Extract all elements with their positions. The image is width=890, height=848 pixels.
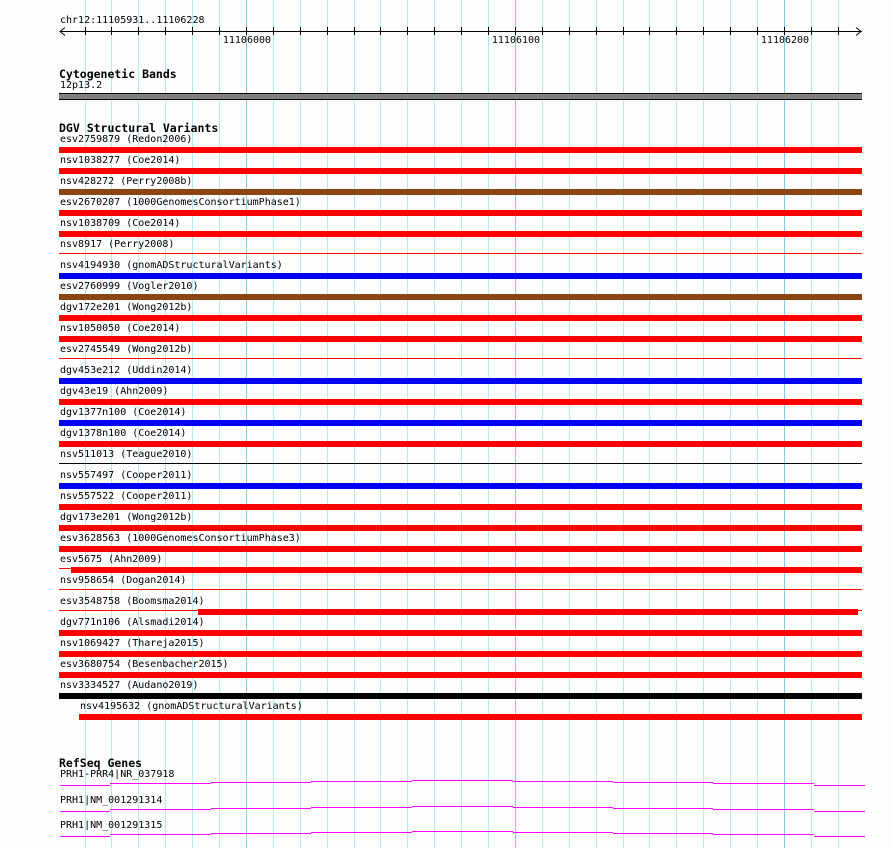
variant-label: nsv511013 (Teague2010) [60,449,193,460]
variant-extent-line [59,463,862,464]
arrow-left-icon [59,27,67,36]
variant-label: nsv4195632 (gnomADStructuralVariants) [80,701,303,712]
variant-bar [59,420,862,426]
variant-label: esv2745549 (Wong2012b) [60,344,193,355]
ruler-tick [811,27,812,35]
variant-extent-line [59,589,862,590]
variant-label: esv5675 (Ahn2009) [60,554,163,565]
ruler-tick [784,27,785,35]
arrow-right-icon [855,27,863,36]
variant-label: esv2670207 (1000GenomesConsortiumPhase1) [60,197,301,208]
cytoband-bar[interactable] [59,93,862,100]
ruler-tick [219,27,220,35]
variant-bar [59,336,862,342]
variant-label: dgv771n106 (Alsmadi2014) [60,617,205,628]
variant-bar [59,630,862,636]
cytoband-label: 12p13.2 [60,80,103,91]
ruler-tick [407,27,408,35]
variant-label: nsv1038709 (Coe2014) [60,218,181,229]
variant-label: nsv1050050 (Coe2014) [60,323,181,334]
ruler-tick [649,27,650,35]
ruler-tick [542,27,543,35]
gene-label: PRH1-PRR4|NR_037918 [60,769,175,780]
ruler-tick [434,27,435,35]
variant-label: dgv172e201 (Wong2012b) [60,302,193,313]
variant-label: nsv8917 (Perry2008) [60,239,175,250]
variant-label: dgv173e201 (Wong2012b) [60,512,193,523]
ruler-tick [461,27,462,35]
variant-bar [59,441,862,447]
variant-label: esv3548758 (Boomsma2014) [60,596,205,607]
ruler-tick [138,27,139,35]
variant-bar [198,609,858,615]
ruler-tick [300,27,301,35]
variant-label: dgv453e212 (Uddin2014) [60,365,193,376]
variant-bar [71,567,862,573]
gene-label: PRH1|NM_001291314 [60,794,163,806]
variant-label: esv2759879 (Redon2006) [60,134,193,145]
ruler-tick-label: 11106200 [760,35,810,46]
variant-label: nsv1069427 (Thareja2015) [60,638,205,649]
variant-label: esv3628563 (1000GenomesConsortiumPhase3) [60,533,301,544]
variant-label: nsv3334527 (Audano2019) [60,680,199,691]
ruler-tick-label: 11106000 [222,35,272,46]
refseq-track-title: RefSeq Genes [59,756,143,770]
ruler-tick [623,27,624,35]
variant-bar [59,168,862,174]
variant-bar [59,210,862,216]
variant-bar [59,672,862,678]
cytoband-track-title: Cytogenetic Bands [59,67,177,81]
gene-model [0,828,890,840]
ruler-tick [569,27,570,35]
ruler-tick [515,27,516,35]
ruler-tick [676,27,677,35]
ruler-tick [757,27,758,35]
variant-label: nsv557497 (Cooper2011) [60,470,193,481]
variant-label: esv3680754 (Besenbacher2015) [60,659,229,670]
variant-label: nsv428272 (Perry2008b) [60,176,193,187]
variant-bar [59,294,862,300]
ruler-tick-label: 11106100 [491,35,541,46]
variant-extent-line [59,358,862,359]
variant-label: nsv4194930 (gnomADStructuralVariants) [60,260,283,271]
variant-label: dgv1377n100 (Coe2014) [60,407,187,418]
variant-label: nsv557522 (Cooper2011) [60,491,193,502]
variant-label: dgv43e19 (Ahn2009) [60,386,169,397]
ruler-tick [354,27,355,35]
variant-extent-line [59,253,862,254]
variant-bar [59,483,862,489]
variant-bar [59,399,862,405]
variant-bar [59,378,862,384]
variant-bar [79,714,862,720]
ruler-tick [596,27,597,35]
dgv-track-title: DGV Structural Variants [59,121,219,135]
variant-label: nsv1038277 (Coe2014) [60,155,181,166]
ruler-tick [380,27,381,35]
variant-bar [59,693,862,699]
ruler-tick [85,27,86,35]
variant-bar [59,315,862,321]
gene-label: PRH1|NM_001291315 [60,820,163,831]
variant-bar [59,273,862,279]
ruler-tick [730,27,731,35]
variant-bar [59,147,862,153]
ruler-tick [838,27,839,35]
ruler-tick [111,27,112,35]
ruler-tick [192,27,193,35]
variant-label: esv2760999 (Vogler2010) [60,281,199,292]
ruler-tick [327,27,328,35]
variant-label: nsv958654 (Dogan2014) [60,575,187,586]
ruler-tick [246,27,247,35]
gene-model [0,777,890,789]
ruler-tick [165,27,166,35]
variant-bar [59,546,862,552]
ruler-tick [703,27,704,35]
variant-bar [59,525,862,531]
variant-bar [59,189,862,195]
region-label: chr12:11105931..11106228 [60,15,205,26]
ruler-tick [488,27,489,35]
variant-bar [59,231,862,237]
gene-model [0,803,890,815]
variant-label: dgv1378n100 (Coe2014) [60,428,187,439]
variant-bar [59,504,862,510]
ruler-tick [273,27,274,35]
variant-bar [59,651,862,657]
